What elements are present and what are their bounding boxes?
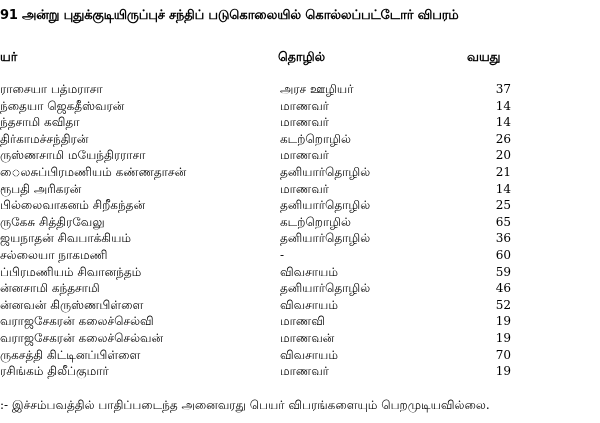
victim-age: 26 <box>495 131 511 146</box>
column-header-name: யர் <box>0 49 18 64</box>
victim-occupation: விவசாயம் <box>280 264 338 279</box>
victim-occupation: தனியார்தொழில் <box>280 165 371 179</box>
victim-age: 14 <box>495 98 511 113</box>
victim-age: 59 <box>495 264 511 279</box>
victim-occupation: மாணவர் <box>280 115 329 130</box>
victim-age: 19 <box>495 331 511 345</box>
column-header-occupation: தொழில் <box>278 49 326 64</box>
victim-name: வராஜசேகரன் கலைச்செல்வன் <box>0 331 164 345</box>
table-row <box>0 363 600 379</box>
victim-age: 20 <box>495 148 511 163</box>
victim-occupation: தனியார்தொழில் <box>280 281 371 296</box>
victim-age: 52 <box>495 297 511 312</box>
victim-name: பில்லைவாகனம் சிறீகந்தன் <box>0 198 146 213</box>
victim-age: 70 <box>495 347 511 362</box>
victim-age: 19 <box>495 364 511 379</box>
footnote: :- இச்சம்பவத்தில் பாதிப்படைந்த அனைவரது பெயர் விபரங்களையும் பெறமுடியவில்லை. <box>0 398 490 412</box>
victim-occupation: மாணவன் <box>280 331 335 345</box>
table-row <box>0 214 600 230</box>
victim-age: 25 <box>495 198 511 213</box>
victim-occupation: அரச ஊழியர் <box>280 82 354 96</box>
victim-name: திர்காமச்சந்திரன் <box>0 131 89 146</box>
victim-name: ன்னவன் கிருஸ்ணபிள்ளை <box>0 297 144 312</box>
victim-name: ப்பிரமணியம் சிவானந்தம் <box>0 264 142 279</box>
victim-age: 14 <box>495 181 511 196</box>
victim-occupation: மாணவி <box>280 314 325 329</box>
victim-name: ந்தையா ஜெகதீஸ்வரன் <box>0 98 125 113</box>
victim-age: 65 <box>495 214 511 229</box>
victim-age: 46 <box>495 281 511 296</box>
table-row <box>0 264 600 280</box>
victim-age: 19 <box>495 314 511 329</box>
victim-name: சல்லையா நாகமணி <box>0 248 108 262</box>
victim-age: 36 <box>495 231 511 246</box>
victim-name: ன்னசாமி கந்தசாமி <box>0 281 100 296</box>
victim-occupation: - <box>280 248 285 262</box>
victim-occupation: மாணவர் <box>280 98 329 113</box>
table-row <box>0 230 600 246</box>
table-row <box>0 131 600 147</box>
victim-occupation: விவசாயம் <box>280 347 338 362</box>
victim-name: ருகசத்தி கிட்டினப்பிள்ளை <box>0 347 141 362</box>
document-title: 91 அன்று புதுக்குடியிருப்புச் சந்திப் படுகொலையில் கொல்லப்பட்டோர் விபரம் <box>0 8 459 23</box>
victim-occupation: தனியார்தொழில் <box>280 231 371 246</box>
victim-occupation: மாணவர் <box>280 181 329 196</box>
victim-age: 21 <box>495 165 511 179</box>
victim-name: ராசையா பத்மராசா <box>0 82 103 96</box>
victim-age: 14 <box>495 115 511 130</box>
table-row <box>0 297 600 313</box>
table-row <box>0 313 600 329</box>
victim-occupation: விவசாயம் <box>280 297 338 312</box>
table-row <box>0 98 600 114</box>
victim-age: 60 <box>495 248 511 262</box>
table-row <box>0 114 600 130</box>
victim-occupation: கடற்றொழில் <box>280 131 351 146</box>
table-row <box>0 280 600 296</box>
victim-age: 37 <box>495 82 511 96</box>
victim-name: ஜயநாதன் சிவபாக்கியம் <box>0 231 132 246</box>
table-row <box>0 181 600 197</box>
victim-occupation: தனியார்தொழில் <box>280 198 371 213</box>
column-header-age: வயது <box>467 49 501 64</box>
victim-name: வராஜசேகரன் கலைச்செல்வி <box>0 314 154 329</box>
table-row <box>0 147 600 163</box>
table-row <box>0 81 600 97</box>
victim-name: ரசிங்கம் திலீப்குமார் <box>0 364 109 379</box>
victim-occupation: மாணவர் <box>280 364 329 379</box>
table-row <box>0 330 600 346</box>
victim-occupation: கடற்றொழில் <box>280 214 351 229</box>
victim-name: ந்தசாமி கவிதா <box>0 115 80 130</box>
table-row <box>0 247 600 263</box>
victim-occupation: மாணவர் <box>280 148 329 163</box>
victim-name: ருஸ்ணசாமி மயேந்திரராசா <box>0 148 146 163</box>
table-row <box>0 164 600 180</box>
victim-name: ருகேசு சித்திரவேலு <box>0 214 105 229</box>
victim-name: ைலசுப்பிரமணியம் கண்ணதாசன் <box>0 165 187 179</box>
table-row <box>0 197 600 213</box>
table-row <box>0 347 600 363</box>
victim-name: ரூபதி அரிகரன் <box>0 181 82 196</box>
